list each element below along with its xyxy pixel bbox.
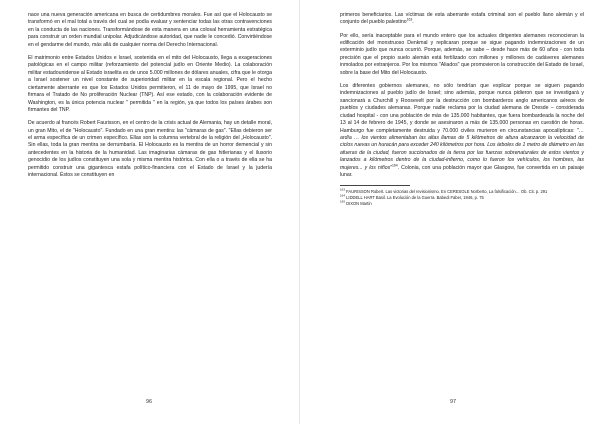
right-paragraph-1-text: primeros beneficiarios. Las víctimas de esta aberrante estafa criminal son el pueblo llano alemán y el conjunto del pueblo palestino [340, 12, 584, 26]
hamburg-quote: "…ardía … los vientos alimentaban las altas llamas de 5 kilómetros de altura alcanzaron la velocidad de ciclos ruevas un huracán para exceder 240 kilómetros por hora. Los árboles de 1 metro de diámetro en las afueras de la ciudad, fueron succionados de la tierra por las fuerzas sobrenaturales de estos vientos y lanzados a kilómetros dentro de la ciudad-infierno, como lo fueron los vehículos, los hombres, las mujeres... y los niños" [340, 127, 584, 171]
footnote-divider [340, 185, 410, 186]
right-page [300, 0, 600, 424]
footnote-165 [340, 201, 584, 207]
footnote-164-text: LIDDELL HART Basil. La Evolución de la Guerra. Babedi Faber, 1946, p. 75 [346, 195, 484, 200]
footnote-163-text: FAURISSON Robert. Las victorias del revisionismo. En CERESOLE Norberto, La falsificación… Ob. Cit. p. 291 [346, 189, 548, 195]
footnote-ref-164: 164 [391, 163, 398, 168]
right-page-number: 97 [450, 399, 456, 405]
footnote-164-ref: 164 [340, 193, 346, 198]
left-paragraph-2: El matrimonio entre Estados Unidos e Israel, sostenida en el mito del Holocausto, llega a exageraciones patológicas en el campo militar (reforzamiento del potencial judío en Oriente Medio). La colaboración militar estadounidense al Estado israelita es de unos 5.000 millones de dólares anuales, cifra que le otorga a Israel sostener un nivel constante de superioridad militar en la escala regional. Pero el hecho ciertamente aberrante es que los Estados Unidos permitieron, el 11 de mayo de 1995, que Israel no firmara el Tratado de No proliferación Nuclear (TNP). Así ese estado, con la colaboración evidente de Washington, es la única potencia nuclear " permitida " en la región, ya que todos los países árabes son firmantes del TNP. [28, 54, 272, 114]
footnote-163-ref: 163 [340, 187, 346, 192]
right-paragraph-1-end: . [412, 19, 414, 26]
footnote-ref-163: 163 [406, 17, 413, 22]
footnote-165-text: DIXON Martin [346, 200, 372, 206]
right-paragraph-3-end: . Colonia, con una población mayor que Glasgow, fue convertida en un paisaje lunar. [340, 164, 585, 179]
left-page-number: 96 [146, 399, 152, 405]
right-paragraph-1 [340, 12, 584, 27]
left-paragraph-1: nace una nueva generación americana en busca de certidumbres morales. Fue así que el Holocausto se transformó en el mal total a través del cual se podía evaluar y sentenciar todas las otras contravenciones en la conducta de las naciones. Transformándose de esta manera en una colosal herramienta estratégica para construir un orden mundial unipolar. Adjudicándose autoridad, que nadie le concedió. Convirtiéndose en el gendarme del mundo, más allá de cualquier norma del Derecho Internacional. [28, 12, 272, 48]
right-page-body [340, 12, 584, 206]
left-paragraph-3: De acuerdo al francés Robert Faurisson, en el centro de la crisis actual de Alemania, hay un detalle moral, un gran Mito, el de "Holocausto". Fundado en una gran mentira: las "cámaras de gas". "Ellas debieron ser el arma específica de un crimen específico. Ellas son la columna vertebral de la religión del „Holocausto". Sin ellas, toda la gran mentira se derrumbaría. El Holocausto es la mentira de un horror demencial y sin antecedentes en la historia de la humanidad. Las imaginarias cámaras de gas hitlerianas y el ilusorio genocidio de los judíos constituyen una sola y misma mentira histórica. Con ella o a través de ella se ha permitido construir una gigantesca estafa político-financiera con el Estado de Israel y la judería internacional. Éstos se constituyen en [28, 120, 272, 179]
right-paragraph-3 [340, 83, 584, 180]
left-page-body [28, 12, 272, 185]
footnotes [340, 189, 584, 206]
right-paragraph-3-text: Los diferentes gobiernos alemanes, no sólo tendrían que explicar porque se siguen pagando indemnizaciones al pueblo judío de Israel; sino además, porque nunca pidieron que se investigará y sancionará a Churchill y Roosevelt por la destrucción con bombarderos anglo americanos aéreos de pueblos y ciudades alemanas. Porque nadie reclama por la ciudad alemana de Dresde – considerada ciudad hospital - con una población de más de 135.000 habitantes, que fuera bombardeada la noche del 13 al 14 de febrero de 1945, y donde se asesinaron a más de 135.000 personas en cuestión de horas. Hamburgo fue completamente destruida y 70.000 civiles murieron en circunstancias apocalípticas: [340, 82, 584, 134]
right-paragraph-2: Por ello, sería inaceptable para el mundo entero que los actuales dirigentes alemanes reconocieran la edificación del monstruoso Denkmal y replicaran porque se sigue pagando indemnizaciones de un exterminio judío que nunca ocurrió. Porque, además, se sabe – desde hace más de 60 años - con toda precisión que el propio suelo alemán está fertilizado con millones y millones de cadáveres alemanes inmolados por extranjeros. Por los mismos "Aliados" que promovieron la construcción del Estado de Israel, sobre la base del Mito del Holocausto. [340, 32, 584, 76]
footnote-165-ref: 165 [340, 199, 346, 204]
